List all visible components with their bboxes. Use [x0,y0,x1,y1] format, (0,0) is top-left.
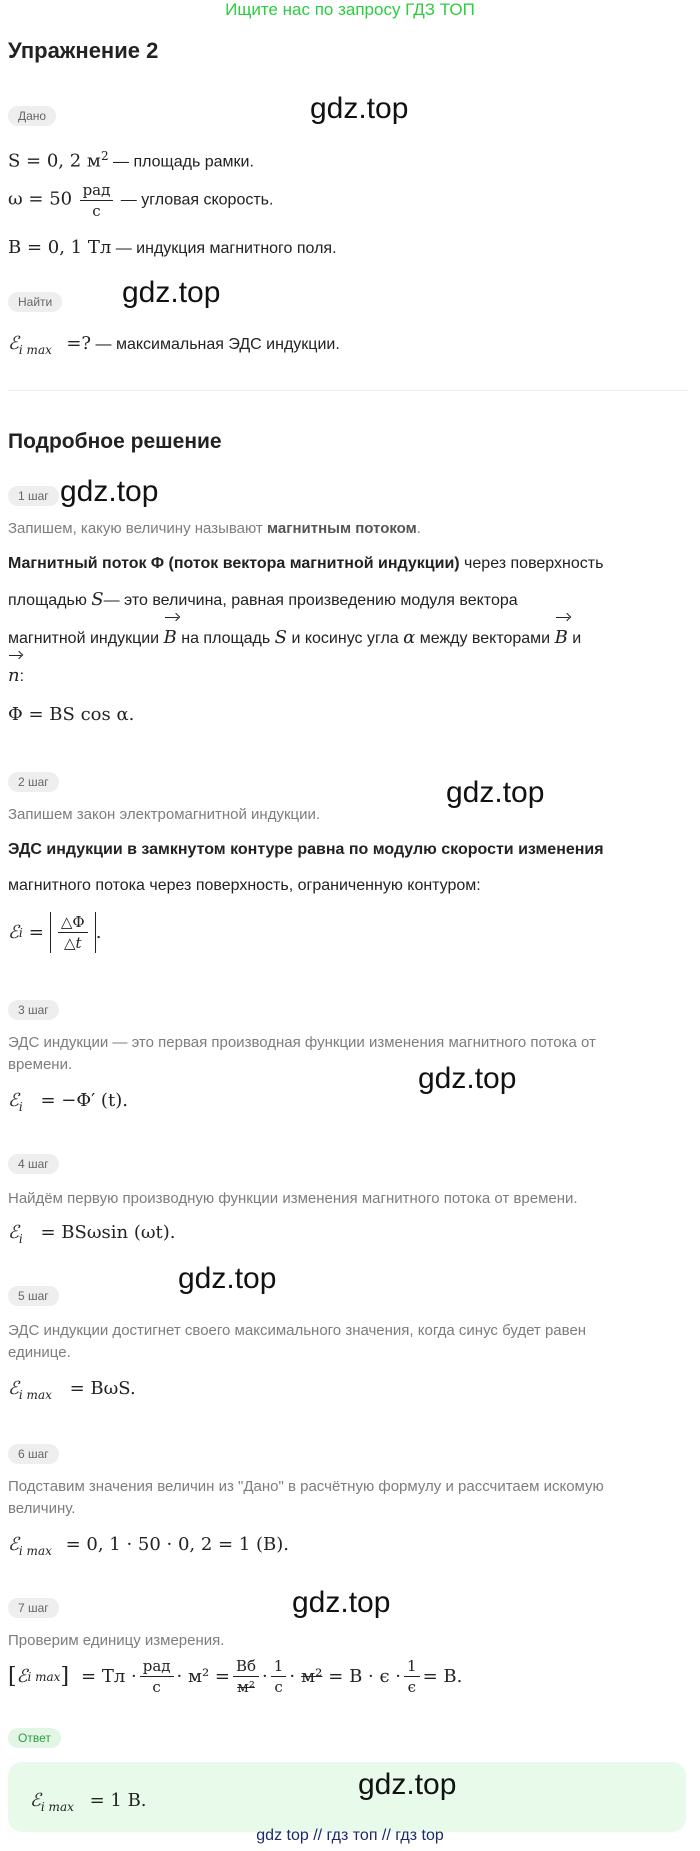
find-badge: Найти [8,292,62,312]
step-intro: Найдём первую производную функции изменения магнитного потока от времени. [8,1190,578,1207]
step-badge: 5 шаг [8,1286,59,1306]
find-emf: ℰ$_{i max}$ =? — максимальная ЭДС индукции. [8,333,340,357]
given-badge: Дано [8,106,56,126]
fraction: $\frac{Вб}{\text{м²}}$ [233,1656,259,1697]
step-intro: ЭДС индукции достигнет своего максимального значения, когда синус будет равен [8,1322,587,1339]
step-intro: Запишем, какую величину называют магнитным потоком. [8,520,421,537]
watermark: gdz.top [418,1062,517,1095]
fraction: $\frac{\text{рад}}{с}$ [80,180,114,221]
step-paragraph: ЭДС индукции в замкнутом контуре равна по модулю скорости изменения [8,841,604,858]
formula: [ ℰ i max ] = Тл · $\frac{\text{рад}}{с}$ · м² = $\frac{Вб}{\text{м²}}$ · $\frac{1}{с}$ · м² = В · є · $\frac{1}{є}$ = В. [8,1657,463,1696]
fraction: $\frac{1}{с}$ [271,1656,287,1697]
formula: ℰ$_i$ = −Φ′ (t). [8,1090,128,1114]
step-badge: 7 шаг [8,1598,59,1618]
watermark: gdz.top [60,475,159,508]
footer-links[interactable]: gdz top // гдз топ // гдз top [256,1827,444,1844]
step-badge: 4 шаг [8,1154,59,1174]
page-title: Упражнение 2 [8,38,159,63]
step-intro: единице. [8,1344,71,1361]
absolute-value [50,912,96,953]
step-intro: Проверим единицу измерения. [8,1632,225,1649]
watermark: gdz.top [178,1262,277,1295]
watermark: gdz.top [122,276,221,309]
given-area: S = 0, 2 $м^2$ — площадь рамки. [8,149,254,172]
step-paragraph: магнитной индукции B на площадь S и косинус угла α между векторами B и [8,620,698,657]
fraction: $\frac{\text{рад}}{с}$ [140,1656,174,1697]
given-omega: ω = 50 $\frac{\text{рад}}{с}$ — угловая скорость. [8,181,274,220]
divider [8,390,688,391]
given-induction: B = 0, 1 Тл — индукция магнитного поля. [8,237,337,258]
formula: ℰ i = $\frac{\triangle\Phi}{\triangle t}$ . [8,913,102,952]
fraction: $\frac{1}{є}$ [404,1656,420,1697]
step-paragraph: n: [8,658,24,695]
answer-formula: ℰ$_{i max}$ = 1 В. [30,1790,147,1814]
formula: Φ = BS cos α. [8,704,135,725]
step-intro: Подставим значения величин из "Дано" в расчётную формулу и рассчитаем искомую [8,1478,604,1495]
watermark: gdz.top [310,92,409,125]
step-intro: величину. [8,1500,76,1517]
step-badge: 1 шаг [8,486,59,506]
step-intro: ЭДС индукции — это первая производная функции изменения магнитного потока от [8,1034,596,1051]
step-badge: 3 шаг [8,1000,59,1020]
step-intro: Запишем закон электромагнитной индукции. [8,806,321,823]
step-intro: времени. [8,1056,73,1073]
step-paragraph: магнитного потока через поверхность, ограниченную контуром: [8,877,481,894]
step-paragraph: Магнитный поток Φ (поток вектора магнитной индукции) через поверхность [8,555,604,572]
answer-badge: Ответ [8,1728,61,1748]
formula: ℰ$_{i max}$ = 0, 1 · 50 · 0, 2 = 1 (В). [8,1534,290,1558]
solution-title: Подробное решение [8,430,222,453]
step-paragraph: площадью S— это величина, равная произведению модуля вектора [8,589,518,610]
watermark: gdz.top [292,1586,391,1619]
formula: ℰ$_{i max}$ = BωS. [8,1378,136,1402]
step-badge: 6 шаг [8,1444,59,1464]
search-banner: Ищите нас по запросу ГДЗ ТОП [225,0,475,19]
watermark: gdz.top [446,776,545,809]
formula: ℰ$_i$ = BSωsin (ωt). [8,1222,176,1246]
watermark: gdz.top [358,1768,457,1801]
step-badge: 2 шаг [8,772,59,792]
fraction: $\frac{\triangle\Phi}{\triangle t}$ [58,912,88,953]
